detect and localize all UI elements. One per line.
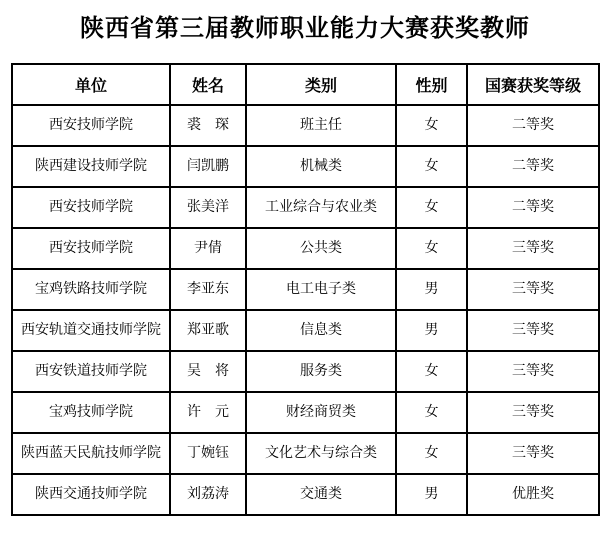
teacher-name-cell: 吴 将 [170,351,246,392]
table-row [12,310,599,351]
award-table-body [12,105,599,515]
unit-cell: 陕西蓝天民航技师学院 [12,433,170,474]
category-cell: 公共类 [246,228,396,269]
award-level-cell: 二等奖 [467,187,599,228]
gender-cell: 女 [396,392,467,433]
teacher-name-cell: 裘 琛 [170,105,246,146]
award-level-cell: 三等奖 [467,392,599,433]
header-award-level: 国赛获奖等级 [467,64,599,105]
table-row [12,392,599,433]
unit-cell: 陕西建设技师学院 [12,146,170,187]
table-row [12,351,599,392]
award-level-cell: 三等奖 [467,433,599,474]
table-row [12,105,599,146]
category-cell: 交通类 [246,474,396,515]
gender-cell: 男 [396,474,467,515]
category-cell: 文化艺术与综合类 [246,433,396,474]
document-title: 陕西省第三届教师职业能力大赛获奖教师 [80,14,530,42]
unit-cell: 西安技师学院 [12,228,170,269]
unit-cell: 西安技师学院 [12,105,170,146]
award-level-cell: 二等奖 [467,146,599,187]
unit-cell: 宝鸡铁路技师学院 [12,269,170,310]
award-table [11,63,600,516]
gender-cell: 男 [396,269,467,310]
award-level-cell: 优胜奖 [467,474,599,515]
category-cell: 班主任 [246,105,396,146]
category-cell: 服务类 [246,351,396,392]
header-unit: 单位 [12,64,170,105]
gender-cell: 女 [396,228,467,269]
gender-cell: 女 [396,351,467,392]
gender-cell: 女 [396,187,467,228]
table-row [12,269,599,310]
teacher-name-cell: 许 元 [170,392,246,433]
teacher-name-cell: 刘荔涛 [170,474,246,515]
table-row [12,228,599,269]
gender-cell: 女 [396,105,467,146]
table-row [12,187,599,228]
award-table-header [12,64,599,105]
teacher-name-cell: 丁婉钰 [170,433,246,474]
teacher-name-cell: 闫凯鹏 [170,146,246,187]
category-cell: 财经商贸类 [246,392,396,433]
award-level-cell: 三等奖 [467,310,599,351]
award-level-cell: 三等奖 [467,351,599,392]
award-level-cell: 二等奖 [467,105,599,146]
header-gender: 性别 [396,64,467,105]
category-cell: 工业综合与农业类 [246,187,396,228]
category-cell: 电工电子类 [246,269,396,310]
unit-cell: 西安轨道交通技师学院 [12,310,170,351]
teacher-name-cell: 郑亚歌 [170,310,246,351]
unit-cell: 西安铁道技师学院 [12,351,170,392]
teacher-name-cell: 尹倩 [170,228,246,269]
award-level-cell: 三等奖 [467,228,599,269]
gender-cell: 男 [396,310,467,351]
unit-cell: 宝鸡技师学院 [12,392,170,433]
header-category: 类别 [246,64,396,105]
teacher-name-cell: 李亚东 [170,269,246,310]
category-cell: 机械类 [246,146,396,187]
category-cell: 信息类 [246,310,396,351]
table-row [12,146,599,187]
award-level-cell: 三等奖 [467,269,599,310]
teacher-name-cell: 张美洋 [170,187,246,228]
unit-cell: 陕西交通技师学院 [12,474,170,515]
table-row [12,433,599,474]
header-row [12,64,599,105]
header-name: 姓名 [170,64,246,105]
gender-cell: 女 [396,146,467,187]
table-row [12,474,599,515]
unit-cell: 西安技师学院 [12,187,170,228]
gender-cell: 女 [396,433,467,474]
